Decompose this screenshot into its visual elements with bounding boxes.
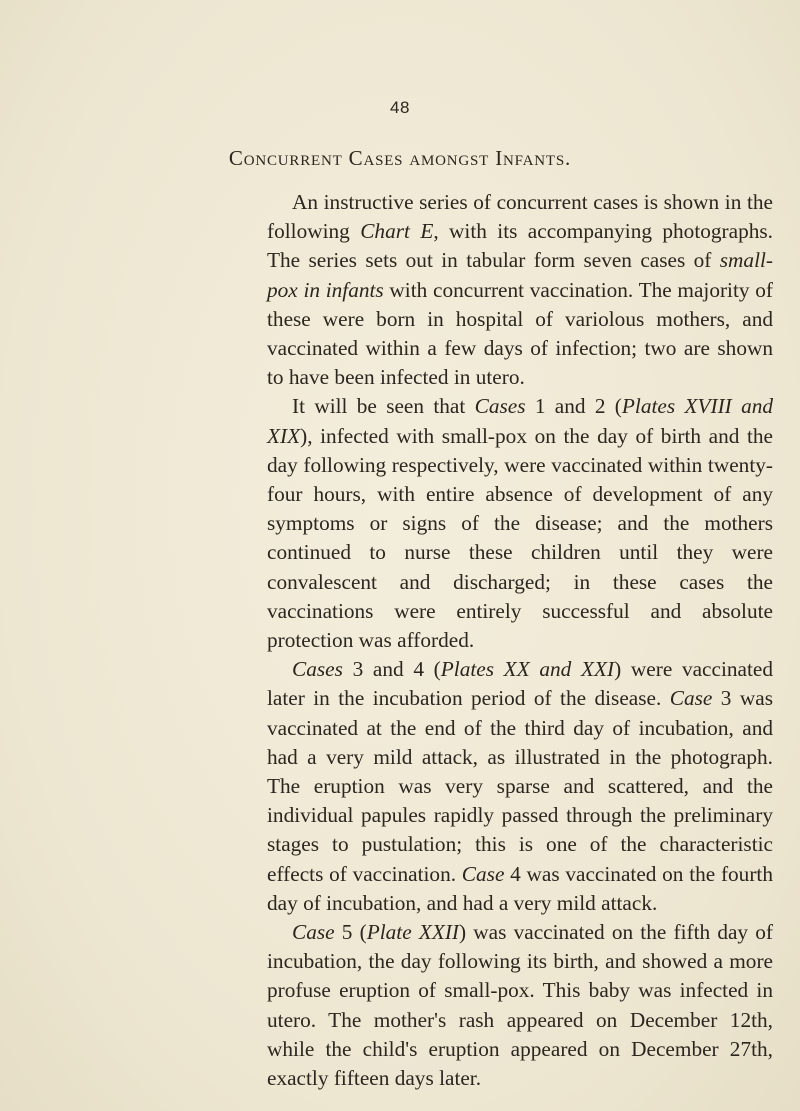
- paragraph: Cases 3 and 4 (Plates XX and XXI) were vaccinated later in the incubation period of the disease. Case 3 was vaccinated at the end of the third day of incubation, and had a very mild attack, as illustrated in the photograph. The eruption was very sparse and scattered, and the individual papules rapidly passed through the preliminary stages to pustulation; this is one of the characteristic effects of vaccination. Case 4 was vaccinated on the fourth day of incubation, and had a very mild attack.: [267, 657, 773, 915]
- section-heading: Concurrent Cases amongst Infants.: [228, 146, 572, 170]
- paragraph: An instructive series of concurrent cases is shown in the following Chart E, with its accompanying photographs. The series sets out in tabular form seven cases of small-pox in infants with concurrent vaccination. The majority of these were born in hospital of variolous mothers, and vaccinated within a few days of infection; two are shown to have been infected in utero.: [267, 190, 773, 390]
- page-number: 48: [390, 98, 410, 117]
- paragraph: It will be seen that Cases 1 and 2 (Plates XVIII and XIX), infected with small-pox on the day of birth and the day following respectively, were vaccinated within twenty-four hours, with entire absence of development of any symptoms or signs of the disease; and the mothers continued to nurse these children until they were convalescent and discharged; in these cases the vaccinations were entirely successful and absolute protection was afforded.: [267, 394, 774, 653]
- paragraph: Case 5 (Plate XXII) was vaccinated on the fifth day of incubation, the day following its birth, and showed a more profuse eruption of small-pox. This baby was infected in utero. The mother's rash appeared on December 12th, while the child's eruption appeared on December 27th, exactly fifteen days later.: [267, 920, 773, 1091]
- body-text: [267, 188, 773, 1093]
